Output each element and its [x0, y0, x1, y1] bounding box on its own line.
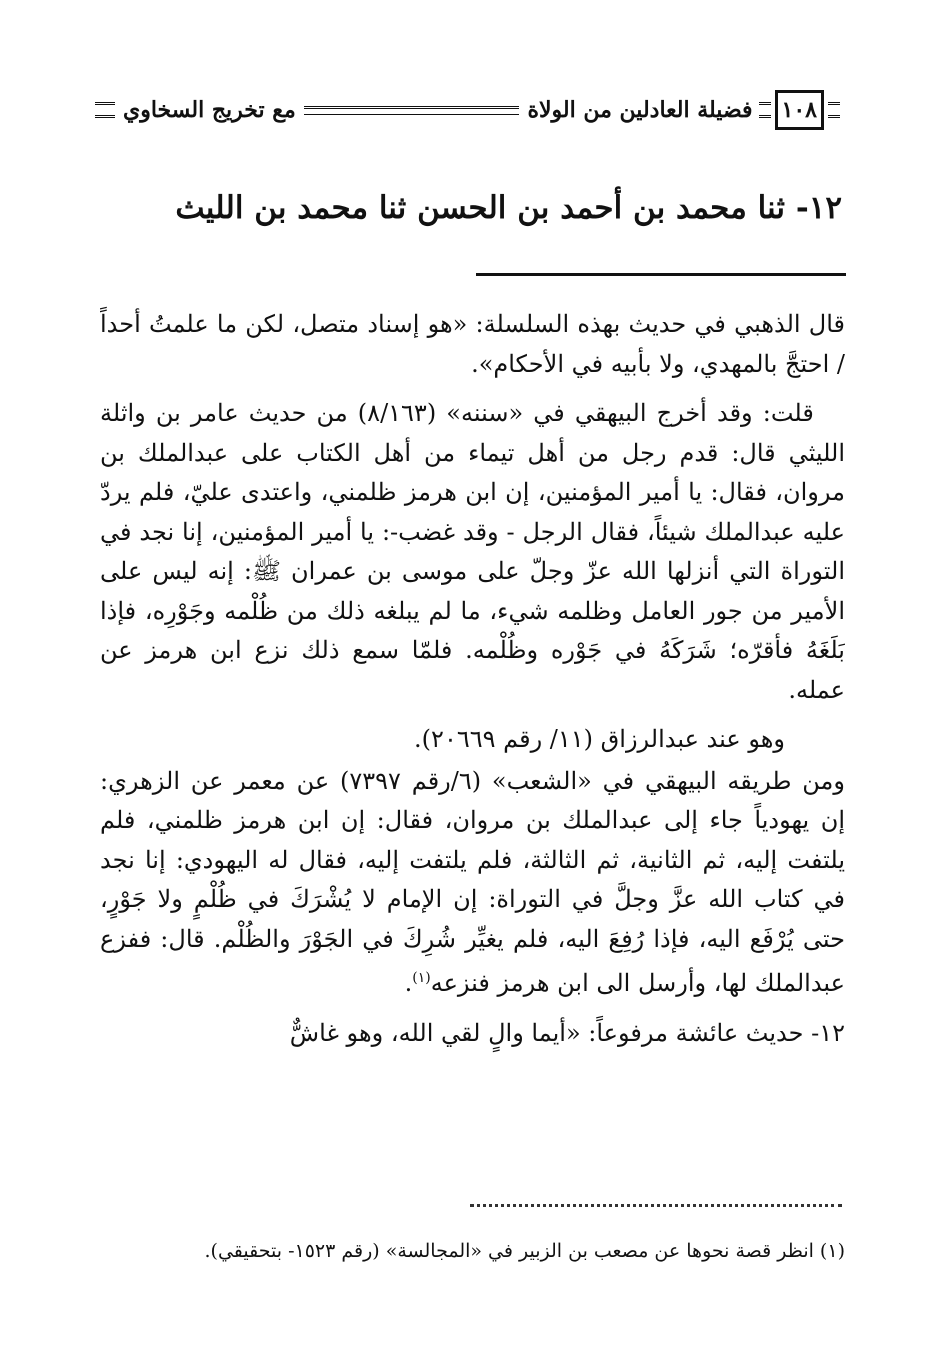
header-rule-end [759, 102, 771, 118]
paragraph-aisha: ١٢- حديث عائشة مرفوعاً: «أيما والٍ لقي الله، وهو غاشٌّ [289, 1018, 845, 1047]
header-rule [304, 106, 520, 115]
commentary-text [100, 305, 845, 1165]
hadith-title: ١٢- ثنا محمد بن أحمد بن الحسن ثنا محمد بن الليث [175, 190, 842, 226]
paragraph-abdulrazzaq: وهو عند عبدالرزاق (١١/ رقم ٢٠٦٦٩). [414, 725, 785, 753]
paragraph-dhahabi: قال الذهبي في حديث بهذه السلسلة: «هو إسناد متصل، لكن ما علمتُ أحداً / احتجَّ بالمهدي، ولا بأبيه في الأحكام». [100, 310, 845, 378]
header-rule-end [95, 102, 115, 118]
title-rule [476, 273, 846, 276]
paragraph-bayhaqi-shuab: ومن طريقه البيهقي في «الشعب» (٦/رقم ٧٣٩٧) عن معمر عن الزهري: إن يهودياً جاء إلى عبدالملك بن مروان، فقال: إن ابن هرمز ظلمني، فلم يلتفت إليه، ثم الثانية، ثم الثالثة، فلم يلتفت إليه، فقال له اليهودي: إنا نجد في كتاب الله عزَّ وجلَّ في التوراة: إن الإمام لا يُشْرَكَ في ظُلْمٍ ولا جَوْرٍ، حتى يُرْفَع اليه، فإذا رُفِعَ اليه، فلم يغيِّر شُرِكَ في الجَوْرَ والظُلْم. قال: ففزع عبدالملك لها، وأرسل الى ابن هرمز فنزعه$^{(١)}$. [100, 766, 845, 997]
book-subtitle: مع تخريج السخاوي [123, 97, 296, 123]
page-number: ١٠٨ [775, 90, 824, 130]
paragraph-bayhaqi-shuab-text: ومن طريقه البيهقي في «الشعب» (٦/رقم ٧٣٩٧) عن معمر عن الزهري: إن يهودياً جاء إلى عبدالملك بن مروان، فقال: إن ابن هرمز ظلمني، فلم يلتفت إليه، ثم الثانية، ثم الثالثة، فلم يلتفت إليه، فقال له اليهودي: إنا نجد في كتاب الله عزَّ وجلَّ في التوراة: إن الإمام لا يُشْرَكَ في ظُلْمٍ ولا جَوْرٍ، حتى يُرْفَع اليه، فإذا رُفِعَ اليه، فلم يغيِّر شُرِكَ في الجَوْرَ والظُلْم. قال: ففزع عبدالملك لها، وأرسل الى ابن هرمز فنزعه [100, 766, 845, 997]
paragraph-bayhaqi-sunan: قلت: وقد أخرج البيهقي في «سننه» (٨/١٦٣) من حديث عامر بن واثلة الليثي قال: قدم رجل من أهل تيماء من أهل الكتاب على عبدالملك بن مروان، فقال: يا أمير المؤمنين، إن ابن هرمز ظلمني، واعتدى عليّ، فلم يردّ عليه عبدالملك شيئاً، فقال الرجل - وقد غضب-: يا أمير المؤمنين، إنا نجد في التوراة التي أنزلها الله عزّ وجلّ على موسى بن عمران ﷺ: إنه ليس على الأمير من جور العامل وظلمه شيء، ما لم يبلغه ذلك من ظُلْمه وجَوْرِه، فإذا بَلَغَهُ فأقرّه؛ شَرَكَهُ في جَوْره وظُلْمه. فلمّا سمع ذلك نزع ابن هرمز عن عمله. [100, 399, 845, 704]
header-rule-end [828, 102, 840, 118]
book-title: فضيلة العادلين من الولاة [527, 97, 753, 123]
footnote: (١) انظر قصة نحوها عن مصعب بن الزبير في «المجالسة» (رقم ١٥٢٣- بتحقيقي). [204, 1240, 845, 1262]
running-header [95, 86, 840, 134]
footnote-marker: (١) [412, 970, 431, 986]
footnote-separator [470, 1190, 842, 1207]
